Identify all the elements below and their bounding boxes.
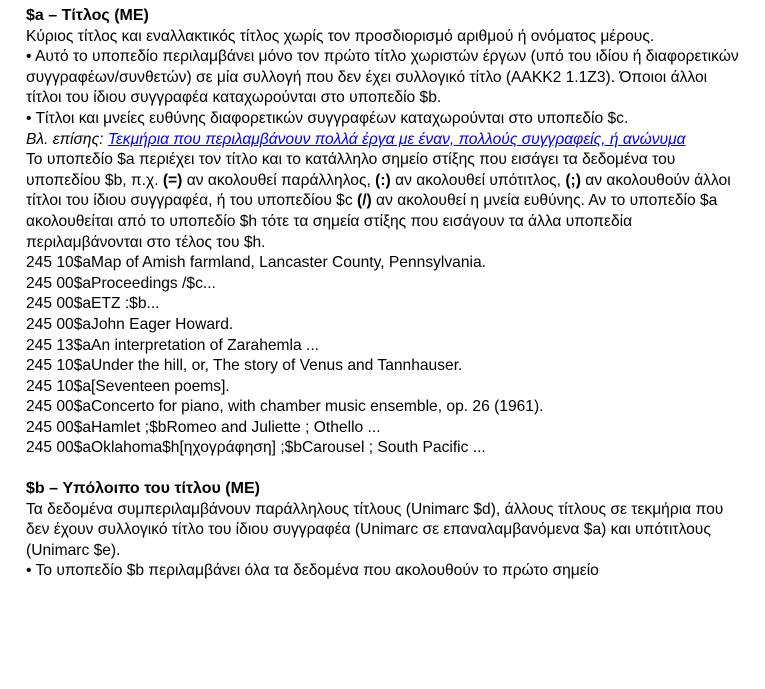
examples-list bbox=[26, 253, 746, 459]
punct-text: αν ακολουθεί παράλληλος, bbox=[182, 171, 376, 189]
document-body bbox=[26, 6, 746, 582]
example-line: 245 00$aETZ :$b... bbox=[26, 295, 160, 313]
example-line: 245 10$a[Seventeen poems]. bbox=[26, 377, 230, 395]
example-line: 245 00$aJohn Eager Howard. bbox=[26, 315, 234, 333]
example-line: 245 13$aAn interpretation of Zarahemla ... bbox=[26, 336, 319, 354]
bullet-marker: • bbox=[26, 562, 36, 580]
section-a-heading: $a – Τίτλος (ΜΕ) bbox=[26, 7, 149, 24]
example-line: 245 10$aMap of Amish farmland, Lancaster County, Pennsylvania. bbox=[26, 254, 486, 272]
punct-symbol-colon: (:) bbox=[375, 171, 391, 189]
punct-symbol-equals: (=) bbox=[162, 171, 183, 189]
example-line: 245 00$aProceedings /$c... bbox=[26, 274, 216, 292]
punctuation-paragraph bbox=[26, 150, 746, 253]
punct-symbol-slash: (/) bbox=[357, 192, 372, 210]
example-line: 245 00$aConcerto for piano, with chamber music ensemble, op. 26 (1961). bbox=[26, 398, 544, 416]
section-b-bullet-1-text: Το υποπεδίο $b περιλαμβάνει όλα τα δεδομένα που ακολουθούν το πρώτο σημείο bbox=[35, 562, 599, 580]
section-a-bullet-2-text: Τίτλοι και μνείες ευθύνης διαφορετικών συγγραφέων καταχωρούνται στο υποπεδίο $c. bbox=[35, 109, 629, 127]
see-also-label: Βλ. επίσης: bbox=[26, 130, 108, 148]
section-b-definition: Τα δεδομένα συμπεριλαμβάνουν παράλληλους τίτλους (Unimarc $d), άλλους τίτλους σε τεκμήρια που δεν έχουν συλλογικό τίτλο του ίδιου συγγραφέα (Unimarc σε επαναλαμβανόμενα $a) και υπότιτλους (Unimarc $e). bbox=[26, 500, 724, 559]
example-line: 245 10$aUnder the hill, or, The story of Venus and Tannhauser. bbox=[26, 357, 463, 375]
punct-symbol-semicolon: (;) bbox=[565, 171, 581, 189]
punct-text: αν ακολουθεί η μνεία ευθύνης. Αν το υποπεδίο $a ακολουθείται από το υποπεδίο $h τότε τα σημεία στίξης που εισάγουν τα άλλα υποπεδία περιλαμβάνονται στο τέλος του $h. bbox=[26, 192, 718, 251]
section-a-bullet-1-text: Αυτό το υποπεδίο περιλαμβάνει μόνο τον πρώτο τίτλο χωριστών έργων (υπό του ιδίου ή διαφορετικών συγγραφέων/συνθετών) σε μία συλλογή που δεν έχει συλλογικό τίτλο (ΑΑΚΚ2 1.1Ζ3). Όποιοι άλλοι τίτλοι του ίδιου συγγραφέα καταχωρούνται στο υποπεδίο $b. bbox=[26, 48, 739, 107]
section-a-definition: Κύριος τίτλος και εναλλακτικός τίτλος χωρίς τον προσδιορισμό αριθμού ή ονόματος μέρους. bbox=[26, 27, 655, 45]
punct-text: αν ακολουθεί υπότιτλος, bbox=[390, 171, 566, 189]
section-b-heading: $b – Υπόλοιπο του τίτλου (ΜΕ) bbox=[26, 480, 260, 498]
section-a-bullet-1 bbox=[26, 47, 746, 109]
section-b-bullet-1 bbox=[26, 561, 746, 582]
see-also bbox=[26, 130, 746, 151]
example-line: 245 00$aHamlet ;$bRomeo and Juliette ; Othello ... bbox=[26, 418, 381, 436]
section-a-bullet-2 bbox=[26, 109, 746, 130]
bullet-marker: • bbox=[26, 48, 35, 66]
bullet-marker: • bbox=[26, 109, 36, 127]
section-spacer bbox=[26, 459, 746, 479]
see-also-link[interactable]: Τεκμήρια που περιλαμβάνουν πολλά έργα με έναν, πολλούς συγγραφείς, ή ανώνυμα bbox=[107, 130, 686, 148]
punct-text: Το υποπεδίο $a περιέχει τον τίτλο και το κατάλληλο σημείο στίξης που εισάγει τα δεδομένα του υποπεδίου $b, π.χ. bbox=[26, 151, 676, 189]
punct-text: αν ακολουθούν άλλοι τίτλοι του ίδιου συγγραφέα, ή του υποπεδίου $c bbox=[26, 171, 731, 210]
example-line: 245 00$aOklahoma$h[ηχογράφηση] ;$bCarousel ; South Pacific ... bbox=[26, 439, 486, 457]
